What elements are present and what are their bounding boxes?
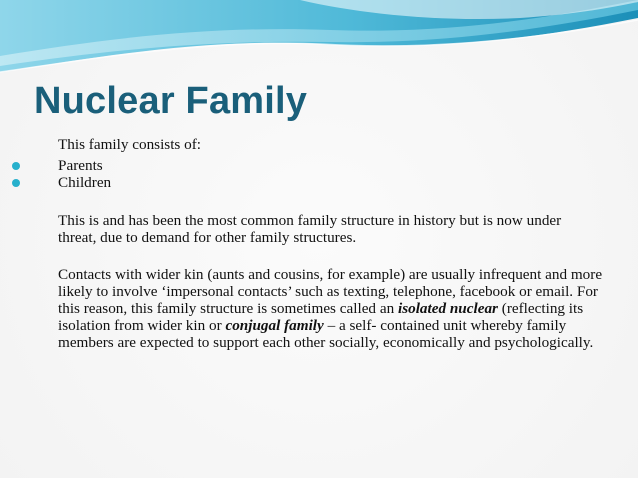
paragraph-text: Contacts with wider kin (aunts and cousins, for example) are usually infrequent and more likely to involve ‘impersonal contacts’ such as texting, telephone, facebook or email. For this reason, this family structure is sometimes called an — [58, 266, 603, 317]
intro-text: This family consists of: — [58, 136, 202, 153]
paragraph-history: This is and has been the most common family structure in history but is now under threat, due to demand for other family structures. — [58, 212, 562, 246]
header-wave-decoration — [0, 0, 638, 80]
bullet-item-children — [58, 174, 603, 191]
paragraph-isolated-nuclear — [58, 266, 603, 351]
bullet-label: Parents — [58, 157, 103, 174]
paragraph-text: – a self- contained unit whereby family members are expected to support each other socially, economically and psychologically. — [58, 317, 594, 351]
bullet-item-parents — [58, 157, 603, 174]
term-conjugal-family: conjugal family — [225, 317, 324, 334]
bullet-dot-icon — [12, 162, 20, 170]
term-isolated-nuclear: isolated nuclear — [397, 300, 498, 317]
slide-title: Nuclear Family — [34, 80, 308, 122]
bullet-label: Children — [58, 174, 112, 191]
bullet-dot-icon — [12, 179, 20, 187]
slide-content — [58, 136, 603, 351]
paragraph-text: (reflecting its isolation from wider kin or — [58, 300, 584, 334]
